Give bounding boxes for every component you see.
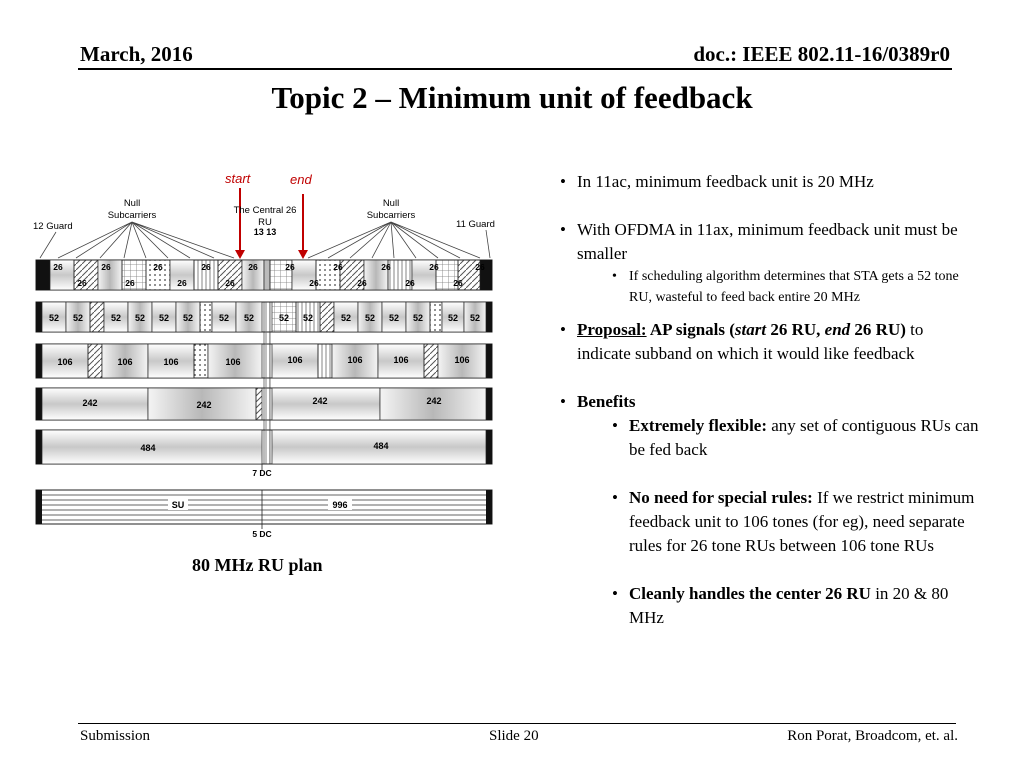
guard-right-label: 11 Guard bbox=[456, 219, 495, 230]
ru26-label: 26 bbox=[77, 278, 87, 288]
ru106-label: 106 bbox=[225, 357, 241, 367]
ru242-label: 242 bbox=[312, 396, 328, 406]
diagram-caption: 80 MHz RU plan bbox=[192, 555, 323, 575]
su-label: SU bbox=[171, 500, 185, 510]
end-arrow-head bbox=[298, 250, 308, 259]
ru26-label: 26 bbox=[475, 262, 485, 272]
ru52-label: 52 bbox=[447, 313, 459, 323]
proposal-rest: to indicate subband on which it would like feedback bbox=[577, 320, 924, 363]
proposal-26b: 26 RU) bbox=[850, 320, 906, 339]
ru106-label: 106 bbox=[454, 355, 470, 365]
ru26-label: 26 bbox=[177, 278, 187, 288]
ru52-label: 52 bbox=[48, 313, 60, 323]
ru52-label: 52 bbox=[340, 313, 352, 323]
bullet-no-special-rules bbox=[612, 486, 980, 558]
ru484-label: 484 bbox=[140, 443, 156, 453]
ru26-label: 26 bbox=[453, 278, 463, 288]
proposal-label: Proposal: bbox=[577, 320, 647, 339]
bullet-11ac bbox=[560, 170, 980, 194]
ru26-label: 26 bbox=[309, 278, 319, 288]
ru26-label: 26 bbox=[225, 278, 235, 288]
ru26-label: 26 bbox=[381, 262, 391, 272]
ru106-label: 106 bbox=[117, 357, 133, 367]
ru26-label: 26 bbox=[153, 262, 163, 272]
bullet-flexible bbox=[612, 414, 980, 462]
null-left-label: Null bbox=[123, 198, 141, 209]
row-26 bbox=[36, 260, 492, 290]
proposal-end: end bbox=[824, 320, 851, 339]
ru26-label: 26 bbox=[429, 262, 439, 272]
dc-column bbox=[264, 302, 270, 464]
flexible-text: any set of contiguous RUs can be fed back bbox=[629, 416, 979, 459]
header-date: March, 2016 bbox=[80, 42, 193, 66]
start-arrow-head bbox=[235, 250, 245, 259]
bullet-text: If scheduling algorithm determines that STA gets a 52 tone RU, wasteful to feed back entire 20 MHz bbox=[629, 269, 959, 305]
central-ru-label2: RU bbox=[258, 217, 272, 228]
ru106-label: 106 bbox=[163, 357, 179, 367]
flexible-label: Extremely flexible: bbox=[629, 416, 768, 435]
ru26-label: 26 bbox=[201, 262, 211, 272]
no-rules-text: If we restrict minimum feedback unit to 106 tones (for eg), need separate rules for 26 tone RUs between 106 tone RUs bbox=[629, 488, 975, 555]
null-left-label2: Subcarriers bbox=[107, 210, 157, 221]
start-label: start bbox=[225, 171, 251, 186]
central-ru-label3: 13 13 bbox=[253, 227, 277, 237]
no-rules-label: No need for special rules: bbox=[629, 488, 813, 507]
ru106-label: 106 bbox=[57, 357, 73, 367]
ru-plan-svg bbox=[28, 168, 498, 548]
ru26-label: 26 bbox=[248, 262, 258, 272]
ru26-label: 26 bbox=[101, 262, 111, 272]
ru52-label: 52 bbox=[218, 313, 230, 323]
bullet-text: With OFDMA in 11ax, minimum feedback unit must be smaller bbox=[577, 220, 958, 263]
ru242-label: 242 bbox=[426, 396, 442, 406]
bullet-list bbox=[560, 170, 980, 630]
ru242-label: 242 bbox=[82, 398, 98, 408]
bullet-ofdma bbox=[560, 218, 980, 266]
ru52-label: 52 bbox=[469, 313, 481, 323]
central-ru-label: The Central 26 bbox=[233, 205, 297, 216]
null-right-label: Null bbox=[382, 198, 400, 209]
footer-slide-number: Slide 20 bbox=[489, 728, 539, 744]
ru26-label: 26 bbox=[405, 278, 415, 288]
ru52-label: 52 bbox=[243, 313, 255, 323]
end-label: end bbox=[290, 172, 312, 187]
bullet-52-tone bbox=[612, 266, 980, 308]
header-rule bbox=[78, 68, 952, 70]
bullet-proposal bbox=[560, 318, 980, 366]
ru106-label: 106 bbox=[393, 355, 409, 365]
proposal-ap: AP signals ( bbox=[646, 320, 735, 339]
null-right-label2: Subcarriers bbox=[366, 210, 416, 221]
ru52-label: 52 bbox=[302, 313, 314, 323]
bullet-center-26 bbox=[612, 582, 980, 630]
ru52-label: 52 bbox=[278, 313, 290, 323]
ru52-label: 52 bbox=[388, 313, 400, 323]
proposal-start: start bbox=[734, 320, 767, 339]
ru26-label: 26 bbox=[357, 278, 367, 288]
ru106-label: 106 bbox=[347, 355, 363, 365]
ru26-label: 26 bbox=[125, 278, 135, 288]
ru242-label: 242 bbox=[196, 400, 212, 410]
row-996 bbox=[36, 490, 492, 524]
ru-plan-diagram bbox=[28, 168, 498, 553]
center-26-text: in 20 & 80 MHz bbox=[629, 584, 949, 627]
ru484-label: 484 bbox=[373, 441, 389, 451]
ru52-label: 52 bbox=[110, 313, 122, 323]
ru52-label: 52 bbox=[134, 313, 146, 323]
ru996-label: 996 bbox=[332, 500, 348, 510]
footer-author: Ron Porat, Broadcom, et. al. bbox=[787, 728, 958, 744]
dc5-label: 5 DC bbox=[252, 529, 272, 539]
guard-left-label: 12 Guard bbox=[33, 221, 73, 232]
ru52-label: 52 bbox=[158, 313, 170, 323]
bullet-text: In 11ac, minimum feedback unit is 20 MHz bbox=[577, 172, 874, 191]
center-26-label: Cleanly handles the center 26 RU bbox=[629, 584, 871, 603]
footer-submission: Submission bbox=[80, 728, 151, 744]
ru52-label: 52 bbox=[182, 313, 194, 323]
footer-rule bbox=[78, 723, 956, 724]
dc7-label: 7 DC bbox=[252, 468, 272, 478]
ru52-label: 52 bbox=[72, 313, 84, 323]
ru52-label: 52 bbox=[412, 313, 424, 323]
slide-title: Topic 2 – Minimum unit of feedback bbox=[271, 80, 753, 115]
bullet-benefits bbox=[560, 390, 980, 414]
header-doc-id: doc.: IEEE 802.11-16/0389r0 bbox=[693, 42, 950, 66]
ru26-label: 26 bbox=[333, 262, 343, 272]
proposal-26a: 26 RU, bbox=[766, 320, 825, 339]
benefits-heading: Benefits bbox=[577, 392, 636, 411]
ru26-label: 26 bbox=[53, 262, 63, 272]
ru26-label: 26 bbox=[285, 262, 295, 272]
ru52-label: 52 bbox=[364, 313, 376, 323]
ru106-label: 106 bbox=[287, 355, 303, 365]
